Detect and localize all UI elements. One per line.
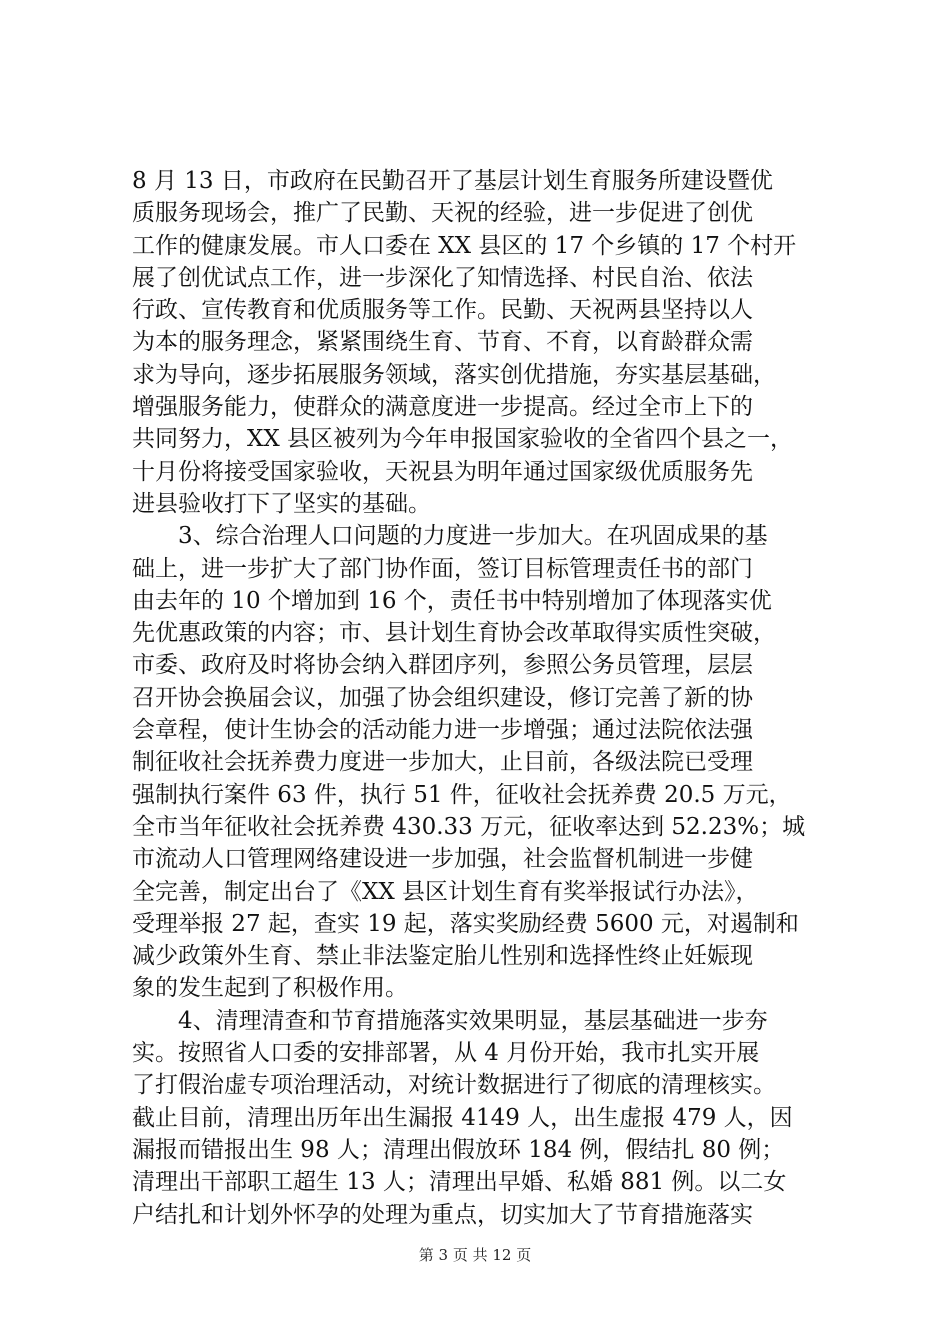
text-line: 质服务现场会，推广了民勤、天祝的经验，进一步促进了创优: [132, 200, 753, 227]
text-line: 增强服务能力，使群众的满意度进一步提高。经过全市上下的: [132, 394, 753, 421]
text-line: 截止目前，清理出历年出生漏报 4149 人，出生虚报 479 人，因: [132, 1104, 793, 1131]
text-line: 召开协会换届会议，加强了协会组织建设，修订完善了新的协: [132, 684, 753, 711]
text-line: 会章程，使计生协会的活动能力进一步增强；通过法院依法强: [132, 717, 753, 744]
text-line: 求为导向，逐步拓展服务领域，落实创优措施，夯实基层基础，: [132, 361, 776, 388]
text-line: 清理出干部职工超生 13 人；清理出早婚、私婚 881 例。以二女: [132, 1169, 787, 1196]
text-line: 3、综合治理人口问题的力度进一步加大。在巩固成果的基: [132, 523, 768, 550]
text-line: 十月份将接受国家验收，天祝县为明年通过国家级优质服务先: [132, 458, 753, 485]
page-footer: 第 3 页 共 12 页: [418, 1246, 532, 1264]
text-line: 8 月 13 日，市政府在民勤召开了基层计划生育服务所建设暨优: [132, 168, 773, 194]
text-line: 象的发生起到了积极作用。: [132, 975, 408, 1002]
text-line: 础上，进一步扩大了部门协作面，签订目标管理责任书的部门: [132, 555, 753, 582]
text-line: 市委、政府及时将协会纳入群团序列，参照公务员管理，层层: [132, 652, 753, 679]
text-line: 进县验收打下了坚实的基础。: [132, 490, 431, 517]
text-line: 实。按照省人口委的安排部署，从 4 月份开始，我市扎实开展: [132, 1040, 760, 1067]
text-line: 受理举报 27 起，查实 19 起，落实奖励经费 5600 元，对遏制和: [132, 910, 799, 937]
text-line: 了打假治虚专项治理活动，对统计数据进行了彻底的清理核实。: [132, 1072, 776, 1099]
text-line: 先优惠政策的内容；市、县计划生育协会改革取得实质性突破，: [132, 620, 776, 647]
text-line: 强制执行案件 63 件，执行 51 件，征收社会抚养费 20.5 万元，: [132, 781, 792, 808]
text-line: 户结扎和计划外怀孕的处理为重点，切实加大了节育措施落实: [132, 1201, 753, 1228]
text-line: 行政、宣传教育和优质服务等工作。民勤、天祝两县坚持以人: [132, 297, 753, 324]
text-line: 减少政策外生育、禁止非法鉴定胎儿性别和选择性终止妊娠现: [132, 943, 753, 970]
body-text: [132, 165, 822, 1231]
text-line: 4、清理清查和节育措施落实效果明显，基层基础进一步夯: [132, 1007, 768, 1034]
text-line: 漏报而错报出生 98 人；清理出假放环 184 例，假结扎 80 例；: [132, 1136, 785, 1163]
text-line: 工作的健康发展。市人口委在 XX 县区的 17 个乡镇的 17 个村开: [132, 232, 797, 259]
text-line: 制征收社会抚养费力度进一步加大，止目前，各级法院已受理: [132, 749, 753, 776]
text-line: 展了创优试点工作，进一步深化了知情选择、村民自治、依法: [132, 264, 753, 291]
text-line: 市流动人口管理网络建设进一步加强，社会监督机制进一步健: [132, 846, 753, 873]
text-line: 为本的服务理念，紧紧围绕生育、节育、不育，以育龄群众需: [132, 329, 753, 356]
text-line: 全完善，制定出台了《XX 县区计划生育有奖举报试行办法》，: [132, 878, 759, 905]
text-line: 共同努力，XX 县区被列为今年申报国家验收的全省四个县之一，: [132, 426, 794, 453]
text-line: 全市当年征收社会抚养费 430.33 万元，征收率达到 52.23%；城: [132, 813, 806, 840]
text-line: 由去年的 10 个增加到 16 个，责任书中特别增加了体现落实优: [132, 587, 772, 614]
